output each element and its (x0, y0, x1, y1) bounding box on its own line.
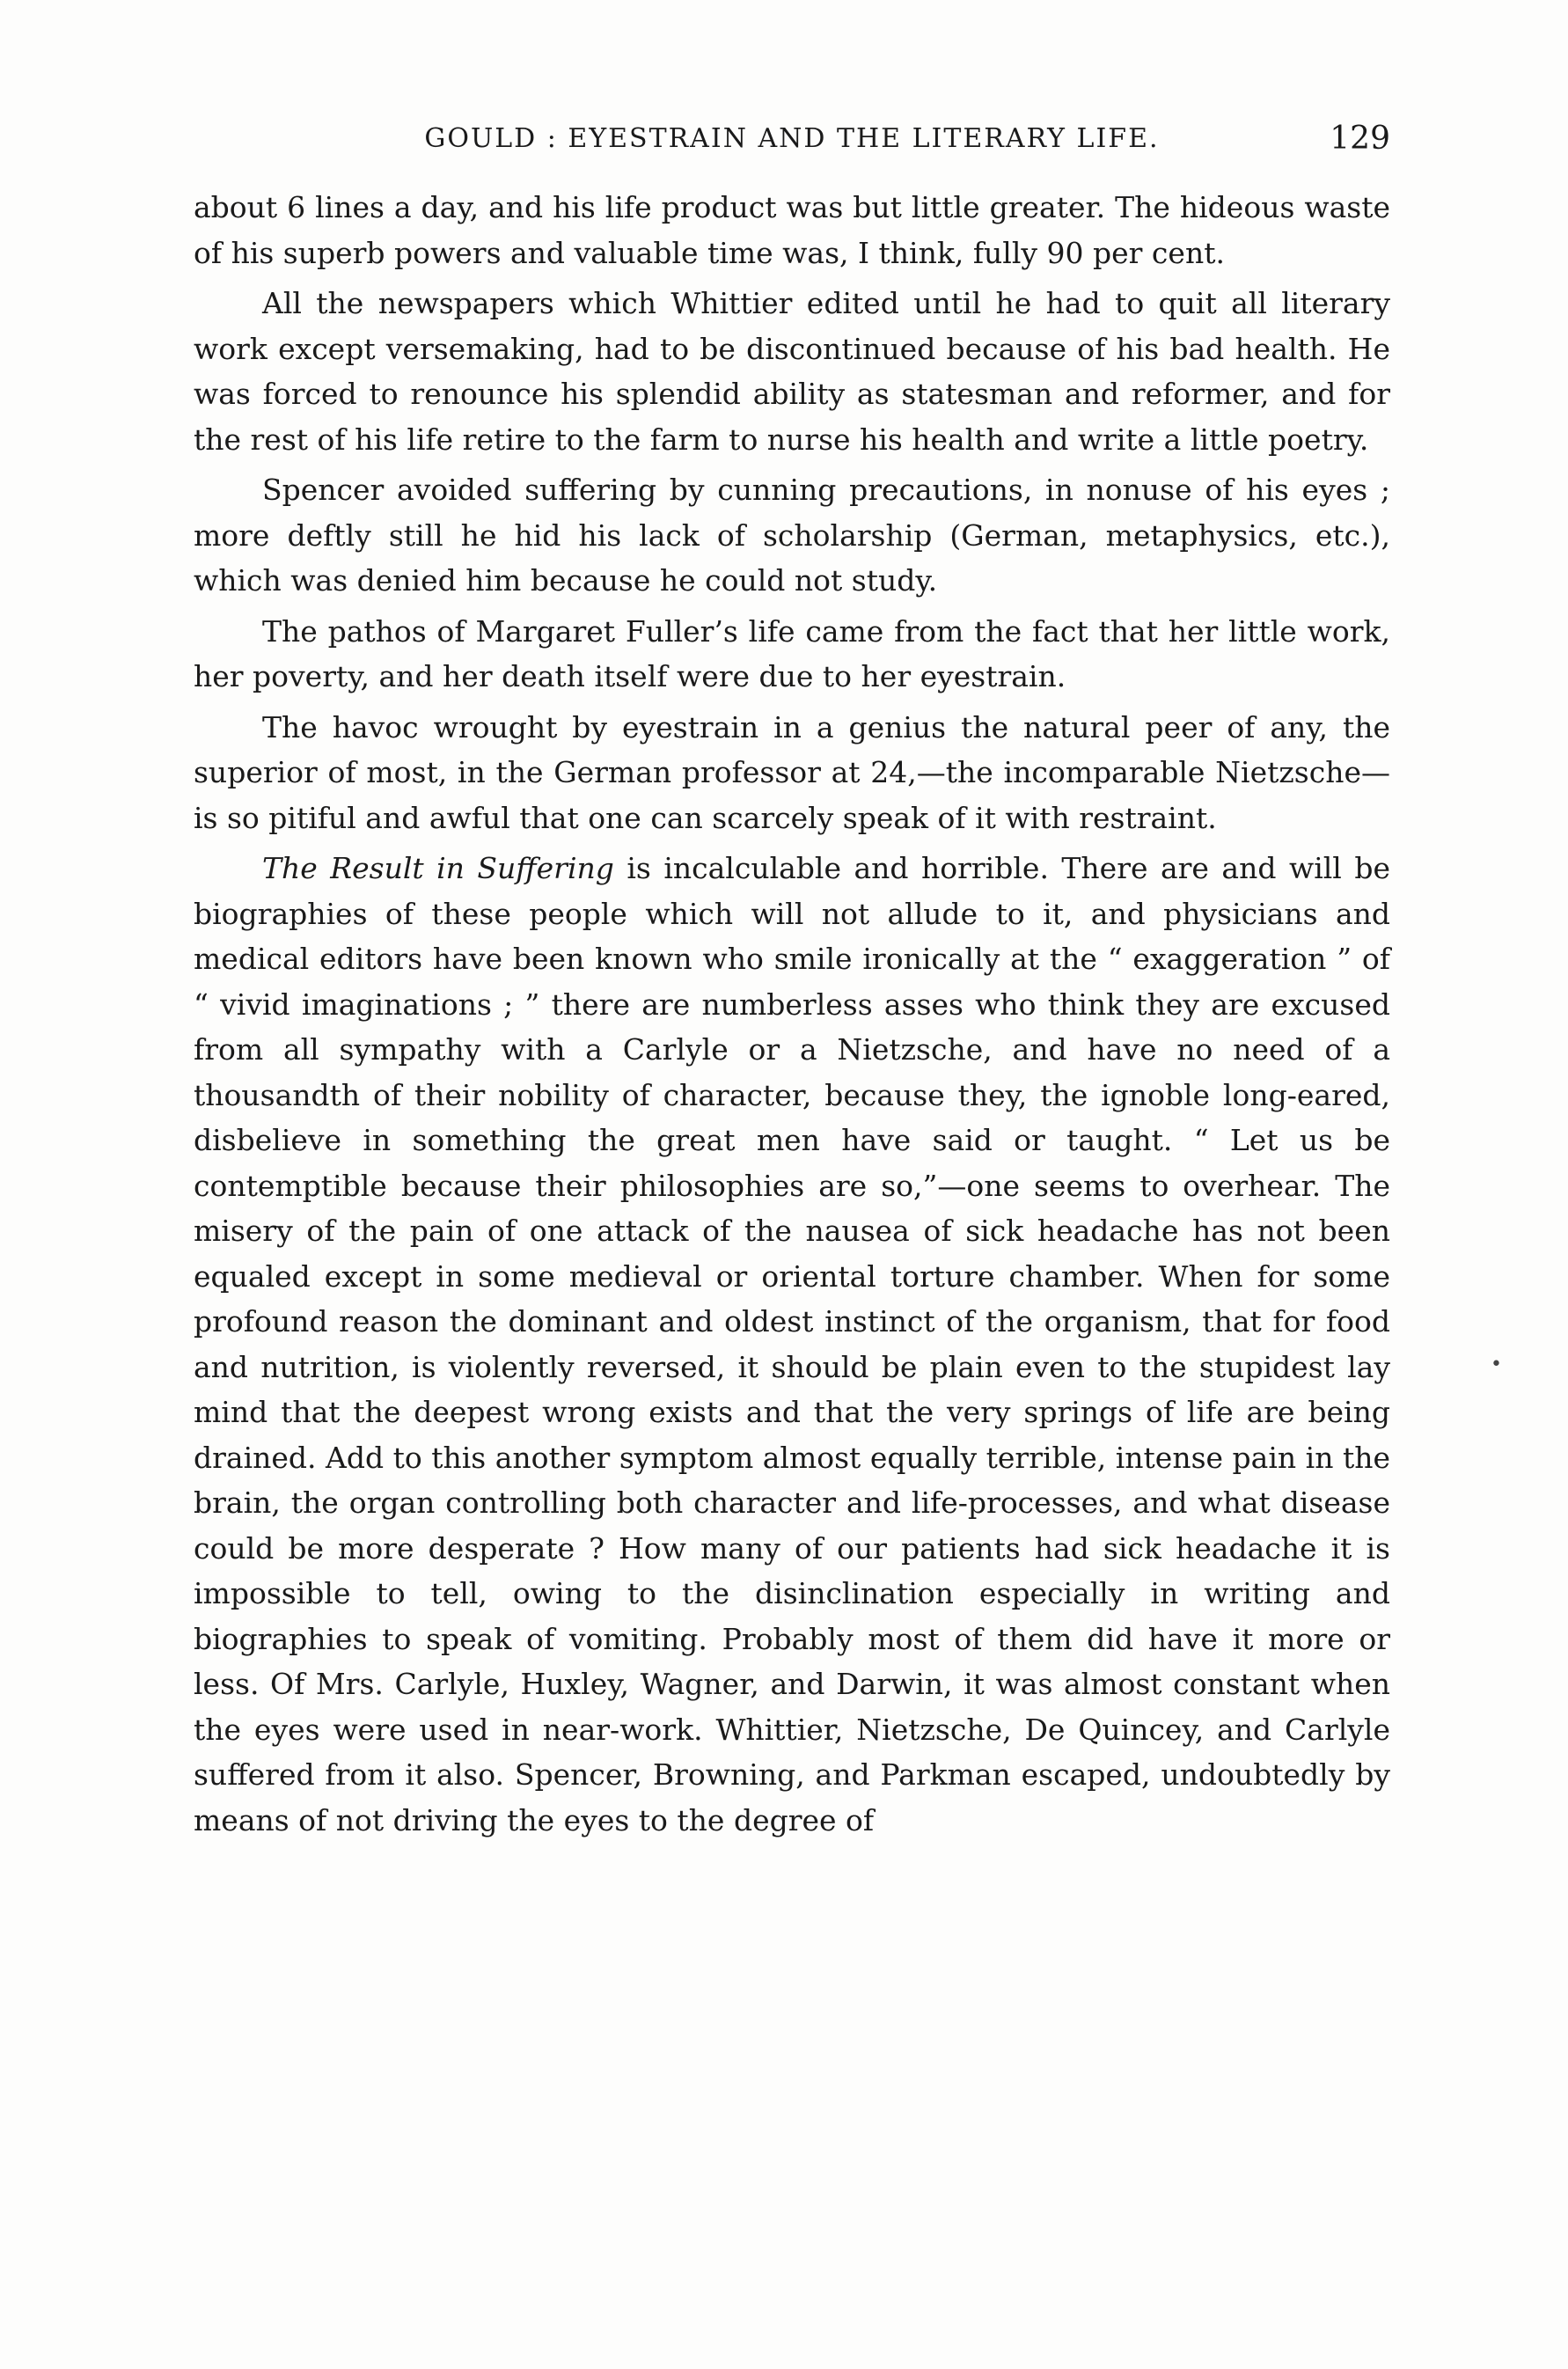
running-head (194, 113, 1390, 165)
running-title: GOULD : EYESTRAIN AND THE LITERARY LIFE. (424, 123, 1160, 154)
paragraph-result-in-suffering (194, 846, 1390, 1843)
stray-ink-mark: • (1491, 1353, 1502, 1375)
italic-lead: The Result in Suffering (262, 851, 614, 885)
paragraph-body: is incalculable and horrible. There are and will be biographies of these people which will not allude to it, and physicians and medical editors have been known who smile ironically at the “ exaggeration ” of “ vivid imaginations ; ” there are numberless asses who think they are excused from all sympathy with a Carlyle or a Nietzsche, and have no need of a thousandth of their nobility of character, because they, the ignoble long-eared, disbelieve in something the great men have said or taught. “ Let us be contemptible because their philosophies are so,”—one seems to overhear. The misery of the pain of one attack of the nausea of sick headache has not been equaled except in some medieval or oriental torture chamber. When for some profound reason the dominant and oldest instinct of the organism, that for food and nutrition, is violently reversed, it should be plain even to the stupidest lay mind that the deepest wrong exists and that the very springs of life are being drained. Add to this another symptom almost equally terrible, intense pain in the brain, the organ controlling both character and life-processes, and what disease could be more desperate ? How many of our patients had sick headache it is impossible to tell, owing to the disinclination especially in writing and biographies to speak of vomiting. Probably most of them did have it more or less. Of Mrs. Carlyle, Huxley, Wagner, and Darwin, it was almost constant when the eyes were used in near-work. Whittier, Nietzsche, De Quincey, and Carlyle suffered from it also. Spencer, Browning, and Parkman escaped, undoubtedly by means of not driving the eyes to the degree of (194, 851, 1390, 1837)
paragraph-nietzsche: The havoc wrought by eyestrain in a genius the natural peer of any, the superior of most, in the German professor at 24,—the incomparable Nietzsche—is so pitiful and awful that one can scarcely speak of it with restraint. (194, 709, 1390, 835)
paragraph-spencer: Spencer avoided suffering by cunning precautions, in nonuse of his eyes ; more deftly still he hid his lack of scholarship (German, metaphysics, etc.), which was denied him because he could not study. (194, 473, 1390, 598)
paragraph-whittier: All the newspapers which Whittier edited until he had to quit all literary work except versemaking, had to be discontinued because of his bad health. He was forced to renounce his splendid ability as statesman and reformer, and for the rest of his life retire to the farm to nurse his health and write a little poetry. (194, 286, 1390, 457)
page-number: 129 (1330, 121, 1390, 157)
paragraph-fuller: The pathos of Margaret Fuller’s life came from the fact that her little work, her poverty, and her death itself were due to her eyestrain. (194, 613, 1390, 693)
body-text (194, 185, 1390, 1837)
paragraph-continuation: about 6 lines a day, and his life product was but little greater. The hideous waste of his superb powers and valuable time was, I think, fully 90 per cent. (194, 190, 1390, 270)
